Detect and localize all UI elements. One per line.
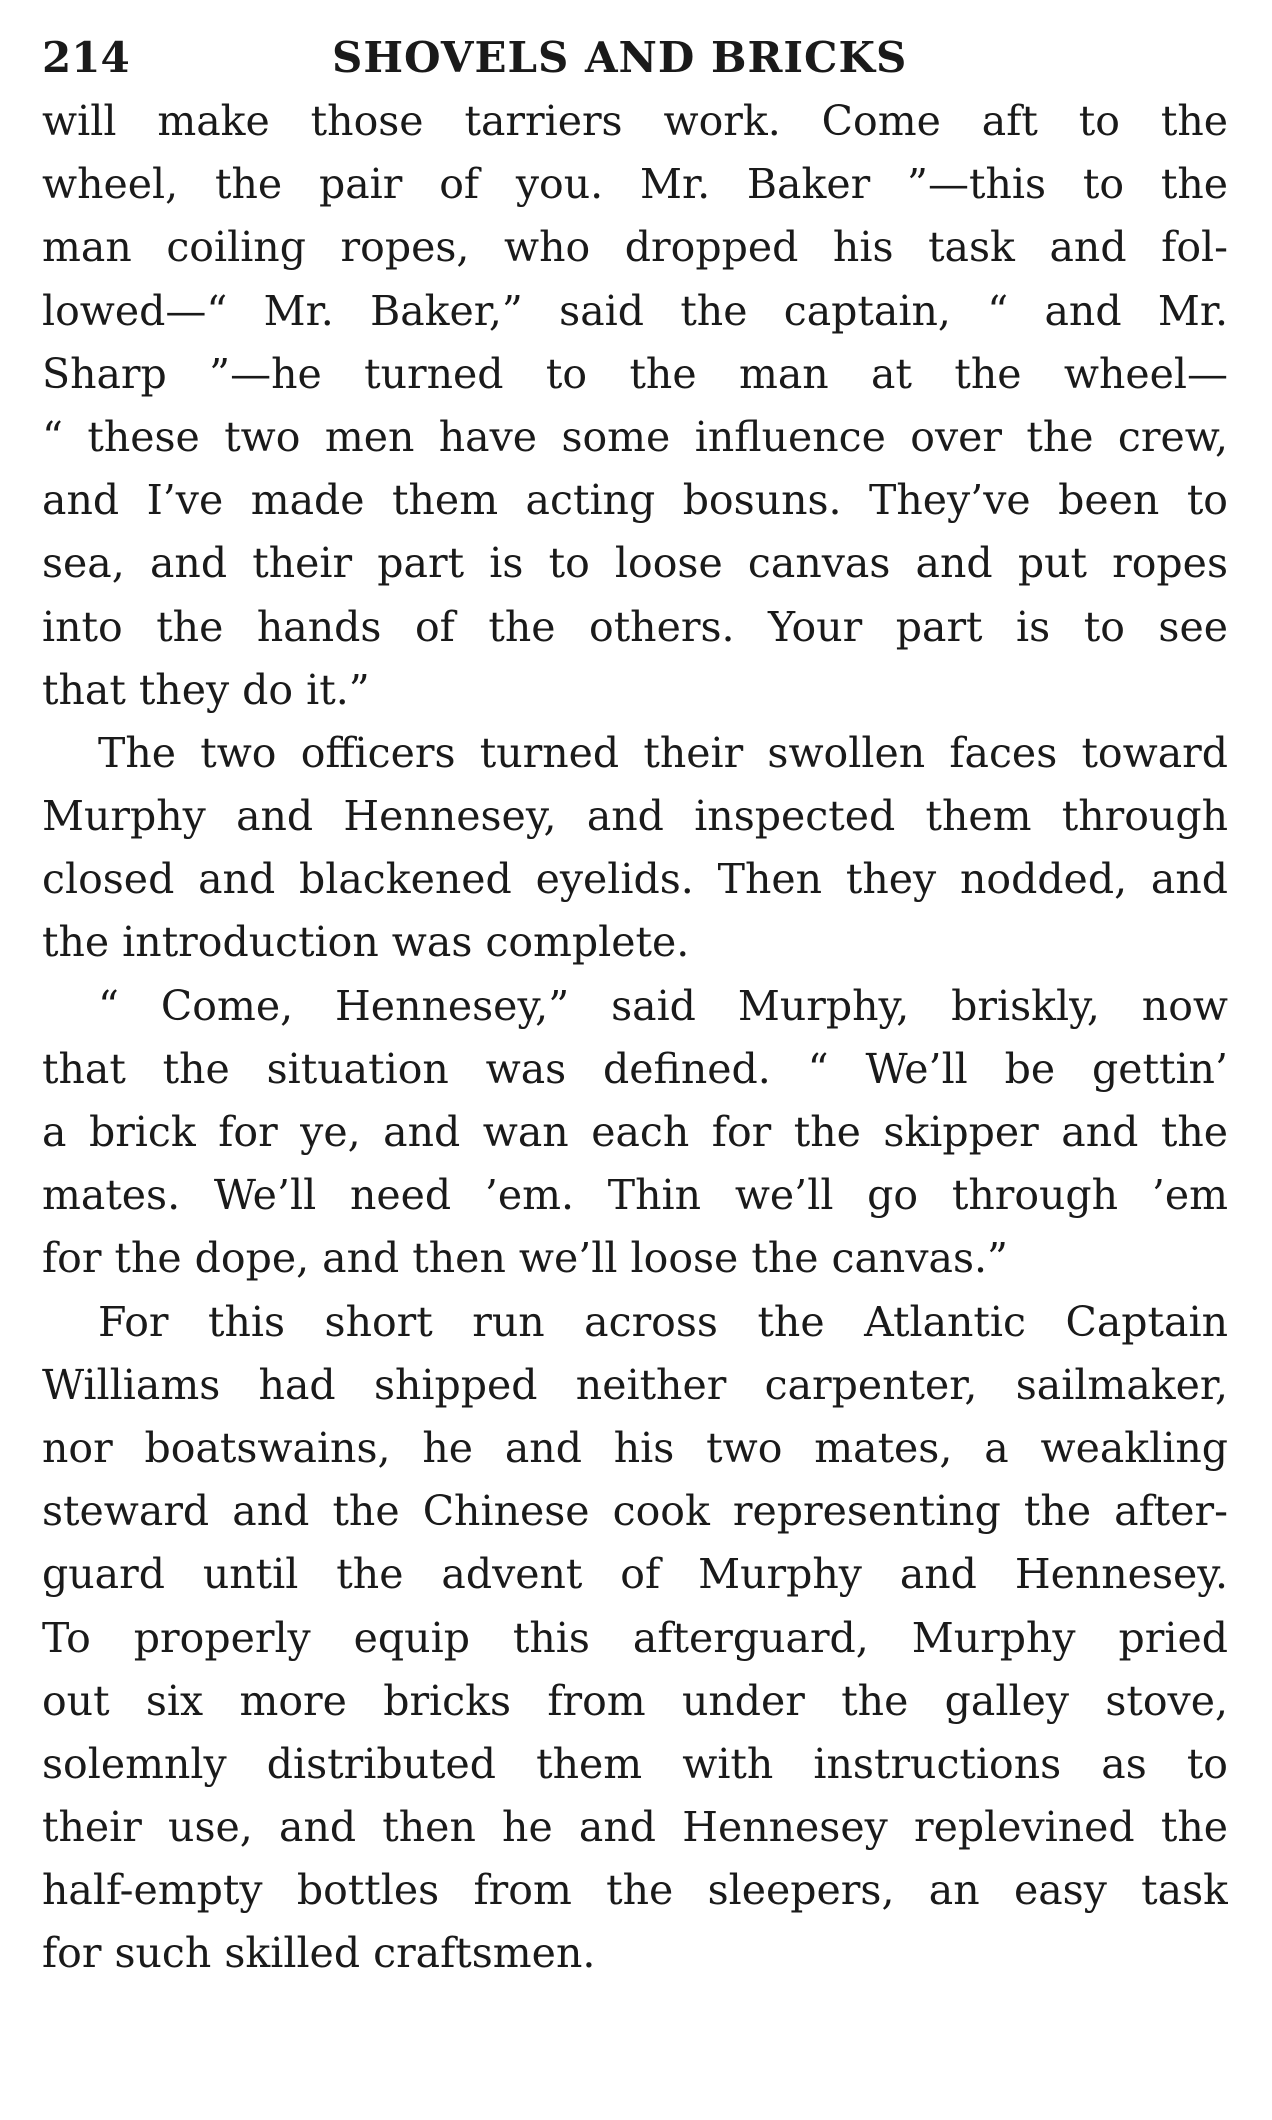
text-line: To properly equip this afterguard, Murphy pried: [42, 1613, 1228, 1662]
running-title: SHOVELS AND BRICKS: [332, 33, 908, 82]
body-text: [42, 90, 1228, 1986]
text-line: Sharp ”—he turned to the man at the wheel—: [42, 349, 1228, 398]
text-line: will make those tarriers work. Come aft to the: [42, 97, 1228, 145]
text-line: out six more bricks from under the galley stove,: [42, 1676, 1228, 1725]
text-line: sea, and their part is to loose canvas and put ropes: [42, 539, 1228, 588]
text-line: Murphy and Hennesey, and inspected them through: [42, 792, 1228, 841]
text-line: Williams had shipped neither carpenter, sailmaker,: [42, 1360, 1228, 1409]
text-line: guard until the advent of Murphy and Hennesey.: [42, 1550, 1228, 1599]
running-head: [42, 26, 1228, 90]
text-line: “ these two men have some influence over the crew,: [42, 412, 1228, 461]
text-line: their use, and then he and Hennesey replevined the: [42, 1803, 1228, 1852]
text-line: lowed—“ Mr. Baker,” said the captain, “ and Mr.: [42, 286, 1228, 335]
book-page: [42, 26, 1228, 1986]
text-line: The two officers turned their swollen faces toward: [98, 728, 1228, 777]
text-line: that the situation was defined. “ We’ll be gettin’: [42, 1044, 1228, 1093]
text-line: mates. We’ll need ’em. Thin we’ll go through ’em: [42, 1171, 1228, 1220]
text-line: for such skilled craftsmen.: [42, 1929, 596, 1978]
text-line: nor boatswains, he and his two mates, a weakling: [42, 1423, 1228, 1472]
text-line: and I’ve made them acting bosuns. They’ve been to: [42, 476, 1228, 525]
text-line: “ Come, Hennesey,” said Murphy, briskly, now: [98, 981, 1228, 1030]
text-line: steward and the Chinese cook representing the after-: [42, 1487, 1228, 1536]
text-line: for the dope, and then we’ll loose the canvas.”: [42, 1234, 1008, 1283]
text-line: that they do it.”: [42, 665, 370, 714]
text-line: into the hands of the others. Your part is to see: [42, 602, 1228, 651]
text-line: For this short run across the Atlantic Captain: [98, 1297, 1228, 1346]
text-line: man coiling ropes, who dropped his task and fol-: [42, 223, 1228, 272]
text-line: wheel, the pair of you. Mr. Baker ”—this to the: [42, 160, 1228, 209]
text-line: half-empty bottles from the sleepers, an easy task: [42, 1866, 1228, 1915]
text-line: the introduction was complete.: [42, 918, 690, 967]
page-number: 214: [42, 33, 130, 82]
text-line: solemnly distributed them with instructions as to: [42, 1739, 1228, 1788]
text-line: closed and blackened eyelids. Then they nodded, and: [42, 855, 1228, 904]
text-line: a brick for ye, and wan each for the skipper and the: [42, 1108, 1228, 1156]
